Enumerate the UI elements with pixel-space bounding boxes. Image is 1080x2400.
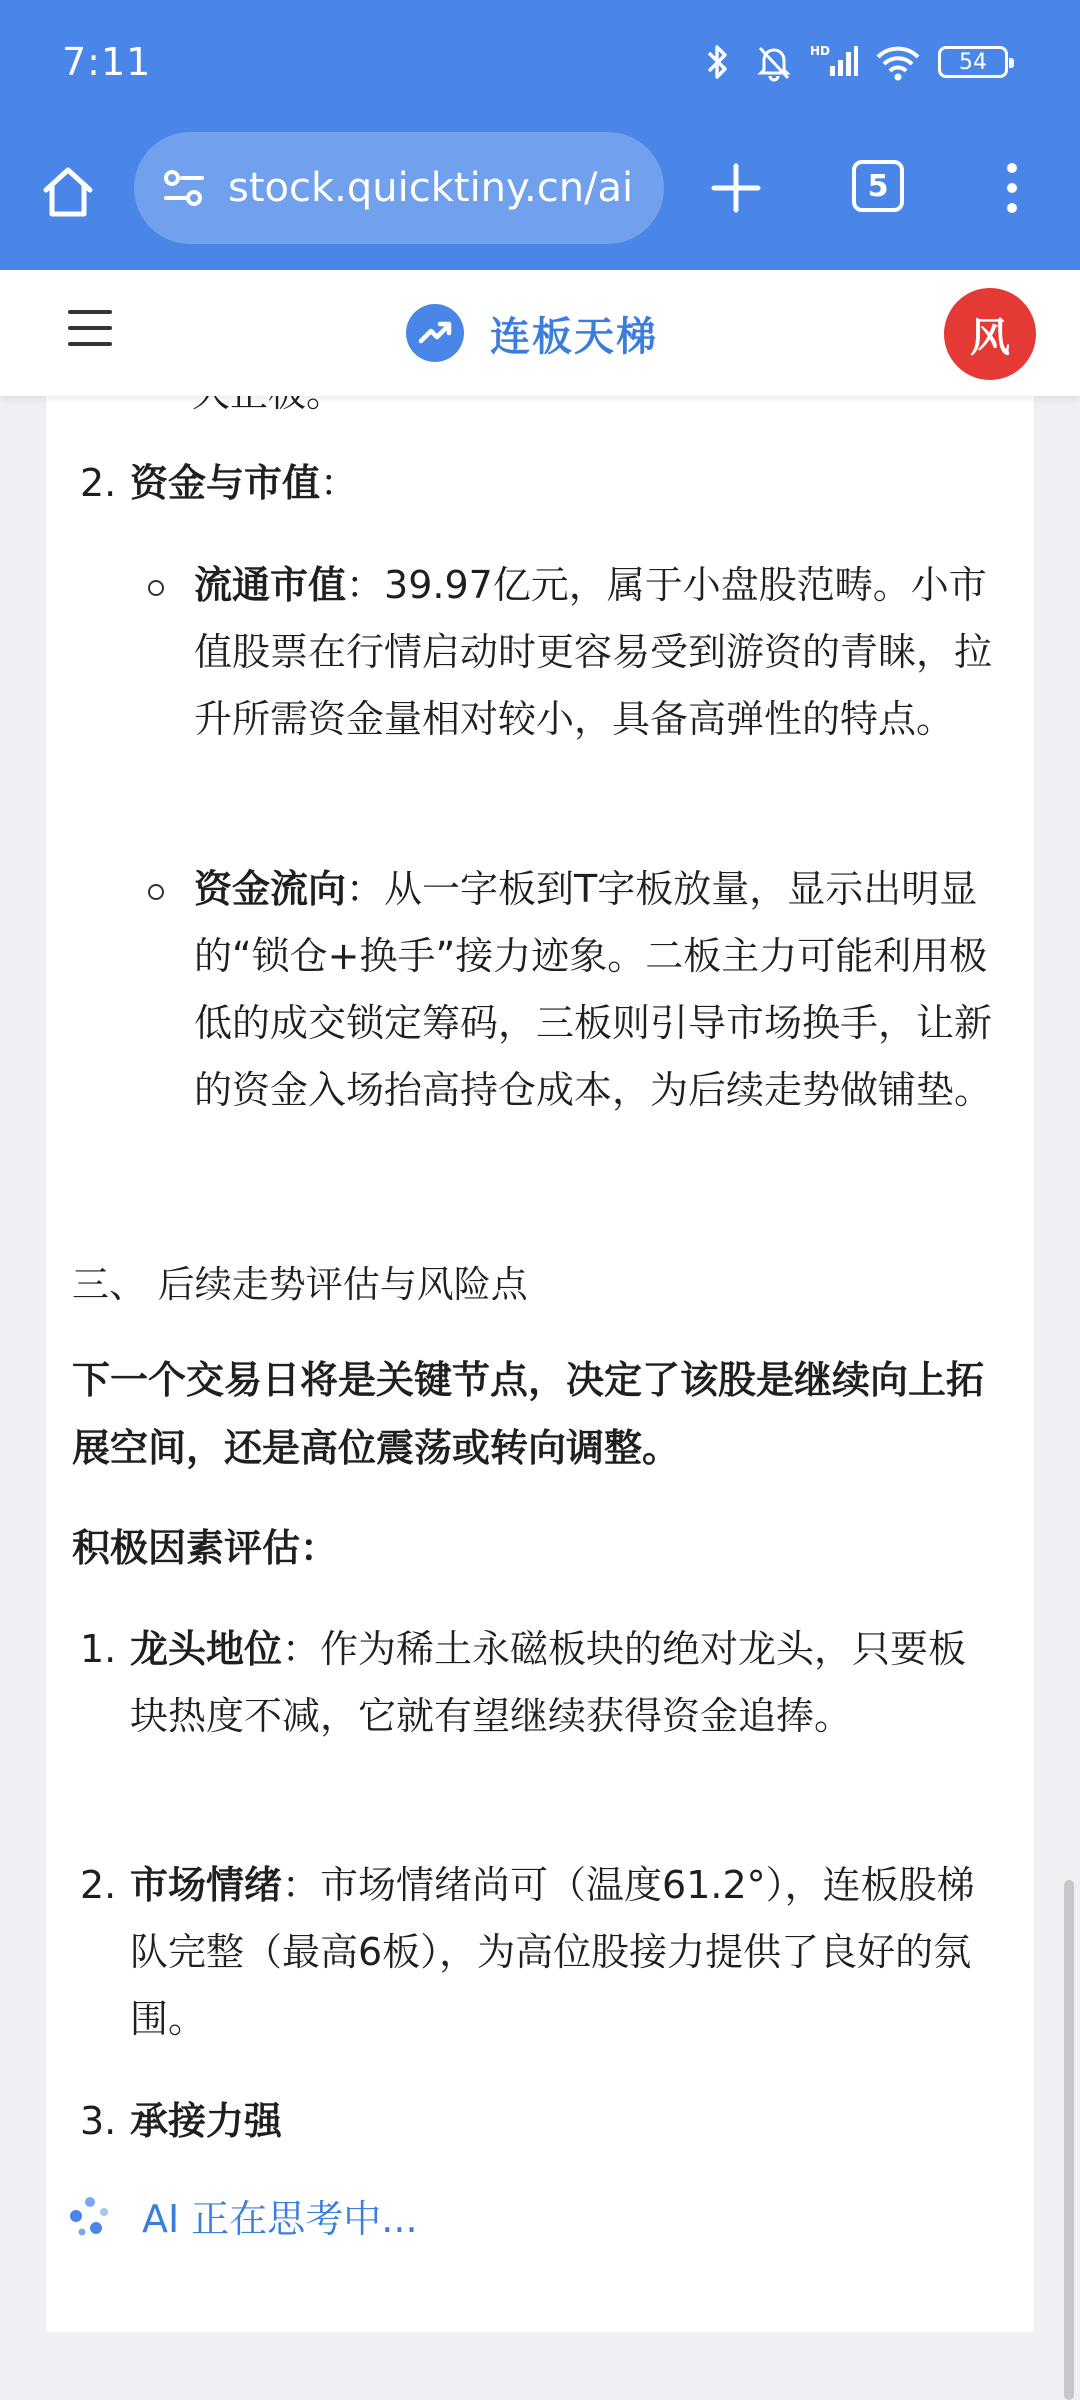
plus-icon	[706, 158, 766, 218]
list-number: 1.	[80, 1627, 117, 1671]
page-scrollbar[interactable]	[1064, 1880, 1074, 2400]
tab-count: 5	[867, 168, 889, 204]
status-icons	[698, 40, 1008, 84]
sub-item-text: ：从一字板到T字板放量，显示出明显的“锁仓+换手”接力迹象。二板主力可能利用极低的成交锁定筹码，三板则引导市场换手，让新的资金入场抬高持仓成本，为后续走势做铺垫。	[194, 867, 993, 1112]
trending-up-icon	[406, 304, 464, 362]
sub-item-title: 流通市值	[194, 563, 347, 607]
list-title: 资金与市值	[130, 461, 321, 505]
tabs-icon[interactable]	[852, 160, 904, 212]
tune-icon[interactable]	[158, 162, 210, 214]
list-number: 3.	[80, 2099, 117, 2143]
list-number: 2.	[80, 461, 117, 505]
ai-thinking-indicator	[66, 2188, 418, 2243]
list-title: 市场情绪	[130, 1863, 283, 1907]
hd-signal-icon	[810, 42, 858, 82]
battery-icon	[938, 46, 1008, 78]
avatar[interactable]: 风	[944, 288, 1036, 380]
sub-item-title: 资金流向	[194, 867, 347, 911]
list-title: 承接力强	[130, 2099, 283, 2143]
new-tab-button[interactable]	[706, 158, 766, 218]
positive-factors-title: 积极因素评估：	[72, 1526, 339, 1570]
list-body	[130, 1852, 990, 2053]
silent-bell-icon	[754, 42, 794, 82]
wifi-icon	[874, 42, 922, 82]
list-number: 2.	[80, 1863, 117, 1907]
bullet	[148, 580, 164, 596]
list-body	[130, 2088, 990, 2155]
list-body: 资金与市值：	[130, 461, 359, 505]
sub-item-text: ：39.97亿元，属于小盘股范畴。小市值股票在行情启动时更容易受到游资的青睐，拉升所需资金量相对较小，具备高弹性的特点。	[194, 563, 993, 741]
loading-dots-icon	[66, 2192, 114, 2240]
browser-toolbar	[0, 130, 1080, 270]
key-paragraph: 下一个交易日将是关键节点，决定了该股是继续向上拓展空间，还是高位震荡或转向调整。	[72, 1358, 985, 1470]
list-title: 龙头地位	[130, 1627, 283, 1671]
list-body	[130, 1616, 990, 1750]
sub-item-body	[194, 552, 1014, 753]
url-text: stock.quicktiny.cn/ai	[228, 165, 634, 211]
more-vert-icon[interactable]	[1000, 158, 1024, 218]
list-text: ：市场情绪尚可（温度61.2°），连板股梯队完整（最高6板），为高位股接力提供了良好的氛围。	[130, 1863, 975, 2041]
app-title: 连板天梯	[490, 313, 658, 360]
app-header	[0, 270, 1080, 396]
bluetooth-icon	[698, 42, 738, 82]
list-text: ：作为稀土永磁板块的绝对龙头，只要板块热度不减，它就有望继续获得资金追捧。	[130, 1627, 967, 1738]
ai-analysis-card	[46, 300, 1034, 2332]
status-time: 7:11	[62, 40, 152, 84]
home-button[interactable]	[36, 160, 100, 224]
hamburger-menu-icon[interactable]	[68, 310, 112, 354]
status-bar	[0, 0, 1080, 130]
svg-text:HD: HD	[810, 44, 831, 58]
ai-thinking-text: AI 正在思考中...	[142, 2197, 418, 2241]
home-icon	[36, 160, 100, 224]
bullet	[148, 884, 164, 900]
url-bar[interactable]	[134, 132, 664, 244]
sub-item-body	[194, 856, 1014, 1124]
battery-level: 54	[959, 49, 987, 75]
brand[interactable]	[406, 302, 658, 364]
section-heading: 三、 后续走势评估与风险点	[72, 1263, 528, 1306]
